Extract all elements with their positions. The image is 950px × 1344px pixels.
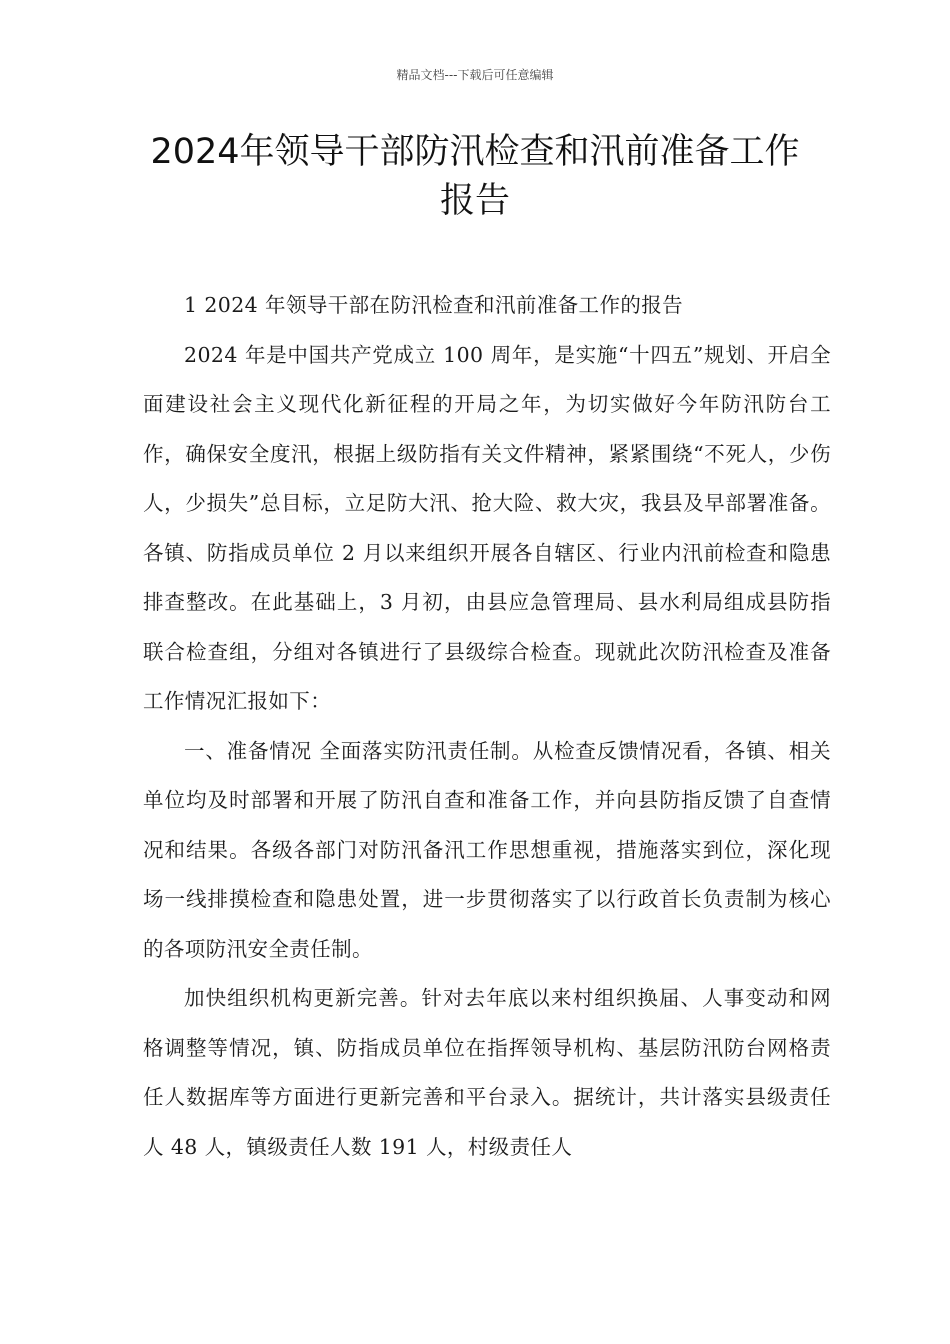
header-watermark: 精品文档---下载后可任意编辑	[396, 68, 554, 82]
subtitle-paragraph: 1 2024 年领导干部在防汛检查和汛前准备工作的报告	[184, 293, 684, 317]
body-paragraph: 加快组织机构更新完善。针对去年底以来村组织换届、人事变动和网格调整等情况，镇、防指成员单位在指挥领导机构、基层防汛防台网格责任人数据库等方面进行更新完善和平台录入。据统计，共计落实县级责任人 48 人，镇级责任人数 191 人，村级责任人	[143, 986, 831, 1159]
body-paragraph: 2024 年是中国共产党成立 100 周年，是实施“十四五”规划、开启全面建设社会主义现代化新征程的开局之年，为切实做好今年防汛防台工作，确保安全度汛，根据上级防指有关文件精神，紧紧围绕“不死人，少伤人，少损失”总目标，立足防大汛、抢大险、救大灾，我县及早部署准备。各镇、防指成员单位 2 月以来组织开展各自辖区、行业内汛前检查和隐患排查整改。在此基础上，3 月初，由县应急管理局、县水利局组成县防指联合检查组，分组对各镇进行了县级综合检查。现就此次防汛检查及准备工作情况汇报如下：	[143, 342, 831, 713]
document-body	[143, 281, 831, 1172]
body-paragraph: 一、准备情况 全面落实防汛责任制。从检查反馈情况看，各镇、相关单位均及时部署和开展了防汛自查和准备工作，并向县防指反馈了自查情况和结果。各级各部门对防汛备汛工作思想重视，措施落实到位，深化现场一线排摸检查和隐患处置，进一步贯彻落实了以行政首长负责制为核心的各项防汛安全责任制。	[143, 738, 831, 961]
document-title: 2024年领导干部防汛检查和汛前准备工作报告	[150, 132, 800, 221]
